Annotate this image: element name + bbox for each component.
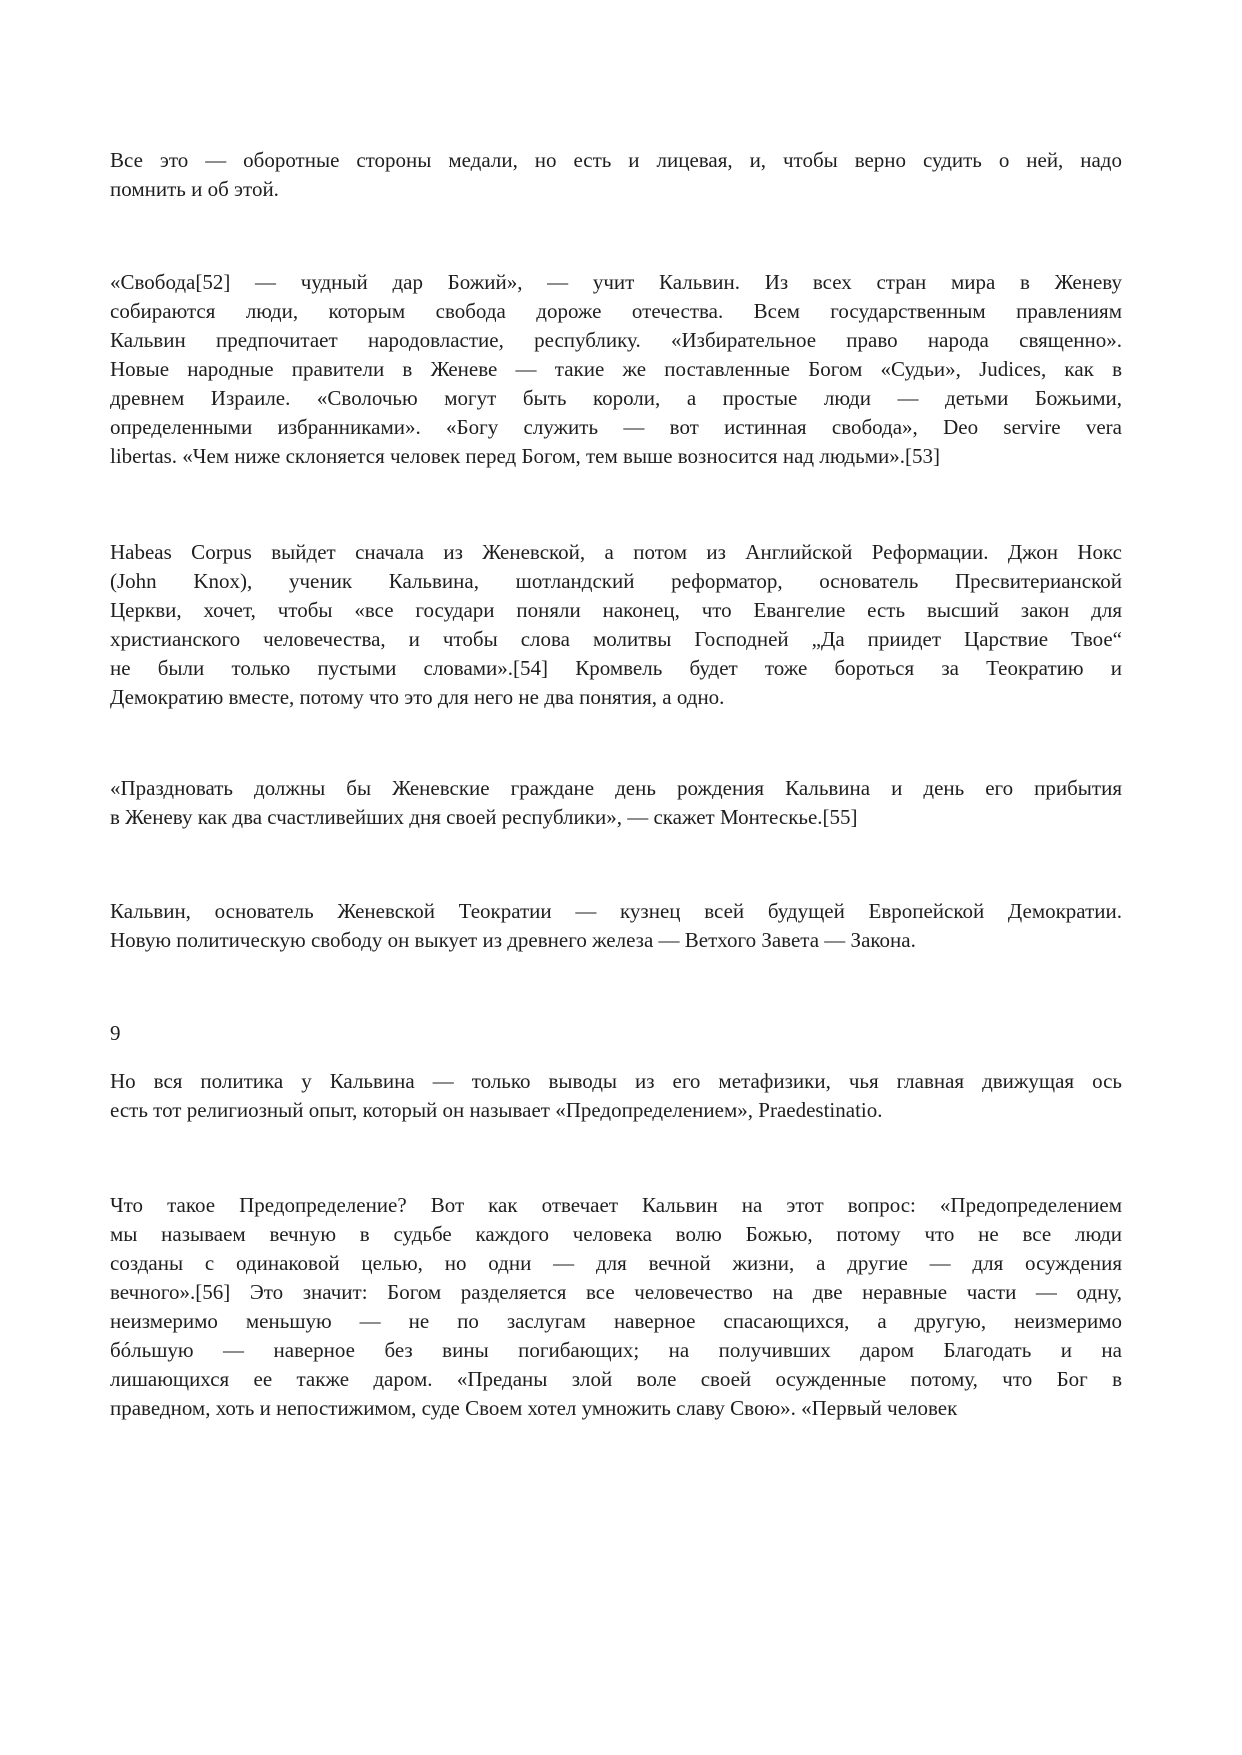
text-line: мы называем вечную в судьбе каждого человека волю Божью, потому что не все люди	[110, 1222, 1122, 1246]
text-line: libertas. «Чем ниже склоняется человек перед Богом, тем выше возносится над людьми».[53]	[110, 444, 940, 468]
text-line: Что такое Предопределение? Вот как отвечает Кальвин на этот вопрос: «Предопределением	[110, 1193, 1122, 1217]
text-line: вечного».[56] Это значит: Богом разделяется все человечество на две неравные части — одну,	[110, 1280, 1122, 1304]
text-line: Но вся политика у Кальвина — только выводы из его метафизики, чья главная движущая ось	[110, 1069, 1122, 1093]
text-line: 9	[110, 1021, 121, 1045]
text-line: древнем Израиле. «Сволочью могут быть короли, а простые люди — детьми Божьими,	[110, 386, 1122, 410]
text-line: Кальвин, основатель Женевской Теократии — кузнец всей будущей Европейской Демократии.	[110, 899, 1122, 923]
paragraph-medal	[110, 146, 1122, 204]
text-line: Новую политическую свободу он выкует из древнего железа — Ветхого Завета — Закона.	[110, 928, 916, 952]
text-line: «Праздновать должны бы Женевские граждане день рождения Кальвина и день его прибытия	[110, 776, 1122, 800]
text-line: есть тот религиозный опыт, который он называет «Предопределением», Praedestinatio.	[110, 1098, 883, 1122]
paragraph-freedom	[110, 268, 1122, 471]
text-line: христианского человечества, и чтобы слова молитвы Господней „Да приидет Царствие Твое“	[110, 627, 1122, 651]
text-line: Церкви, хочет, чтобы «все государи поняли наконец, что Евангелие есть высший закон для	[110, 598, 1122, 622]
paragraph-metaphysics	[110, 1067, 1122, 1125]
text-line: не были только пустыми словами».[54] Кромвель будет тоже бороться за Теократию и	[110, 656, 1122, 680]
text-line: Кальвин предпочитает народовластие, республику. «Избирательное право народа священно».	[110, 328, 1122, 352]
paragraph-predestination	[110, 1191, 1122, 1423]
text-line: Habeas Corpus выйдет сначала из Женевской, а потом из Английской Реформации. Джон Нокс	[110, 540, 1122, 564]
text-line: собираются люди, которым свобода дороже отечества. Всем государственным правлениям	[110, 299, 1122, 323]
text-line: праведном, хоть и непостижимом, суде Своем хотел умножить славу Свою». «Первый человек	[110, 1396, 958, 1420]
text-line: лишающихся ее также даром. «Преданы злой воле своей осужденные потому, что Бог в	[110, 1367, 1122, 1391]
text-line: (John Knox), ученик Кальвина, шотландский реформатор, основатель Пресвитерианской	[110, 569, 1122, 593]
text-line: неизмеримо меньшую — не по заслугам наверное спасающихся, а другую, неизмеримо	[110, 1309, 1122, 1333]
section-number	[110, 1019, 1122, 1048]
text-line: «Свобода[52] — чудный дар Божий», — учит Кальвин. Из всех стран мира в Женеву	[110, 270, 1122, 294]
text-line: созданы с одинаковой целью, но одни — для вечной жизни, а другие — для осуждения	[110, 1251, 1122, 1275]
text-line: определенными избранниками». «Богу служить — вот истинная свобода», Deo servire vera	[110, 415, 1122, 439]
text-line: помнить и об этой.	[110, 177, 279, 201]
text-line: Новые народные правители в Женеве — такие же поставленные Богом «Судьи», Judices, как в	[110, 357, 1122, 381]
text-line: Все это — оборотные стороны медали, но есть и лицевая, и, чтобы верно судить о ней, надо	[110, 148, 1122, 172]
text-line: бóльшую — наверное без вины погибающих; на получивших даром Благодать и на	[110, 1338, 1122, 1362]
paragraph-montesquieu	[110, 774, 1122, 832]
paragraph-calvin-democracy	[110, 897, 1122, 955]
text-line: в Женеву как два счастливейших дня своей республики», — скажет Монтескье.[55]	[110, 805, 858, 829]
paragraph-habeas-corpus	[110, 538, 1122, 712]
text-line: Демократию вместе, потому что это для него не два понятия, а одно.	[110, 685, 725, 709]
